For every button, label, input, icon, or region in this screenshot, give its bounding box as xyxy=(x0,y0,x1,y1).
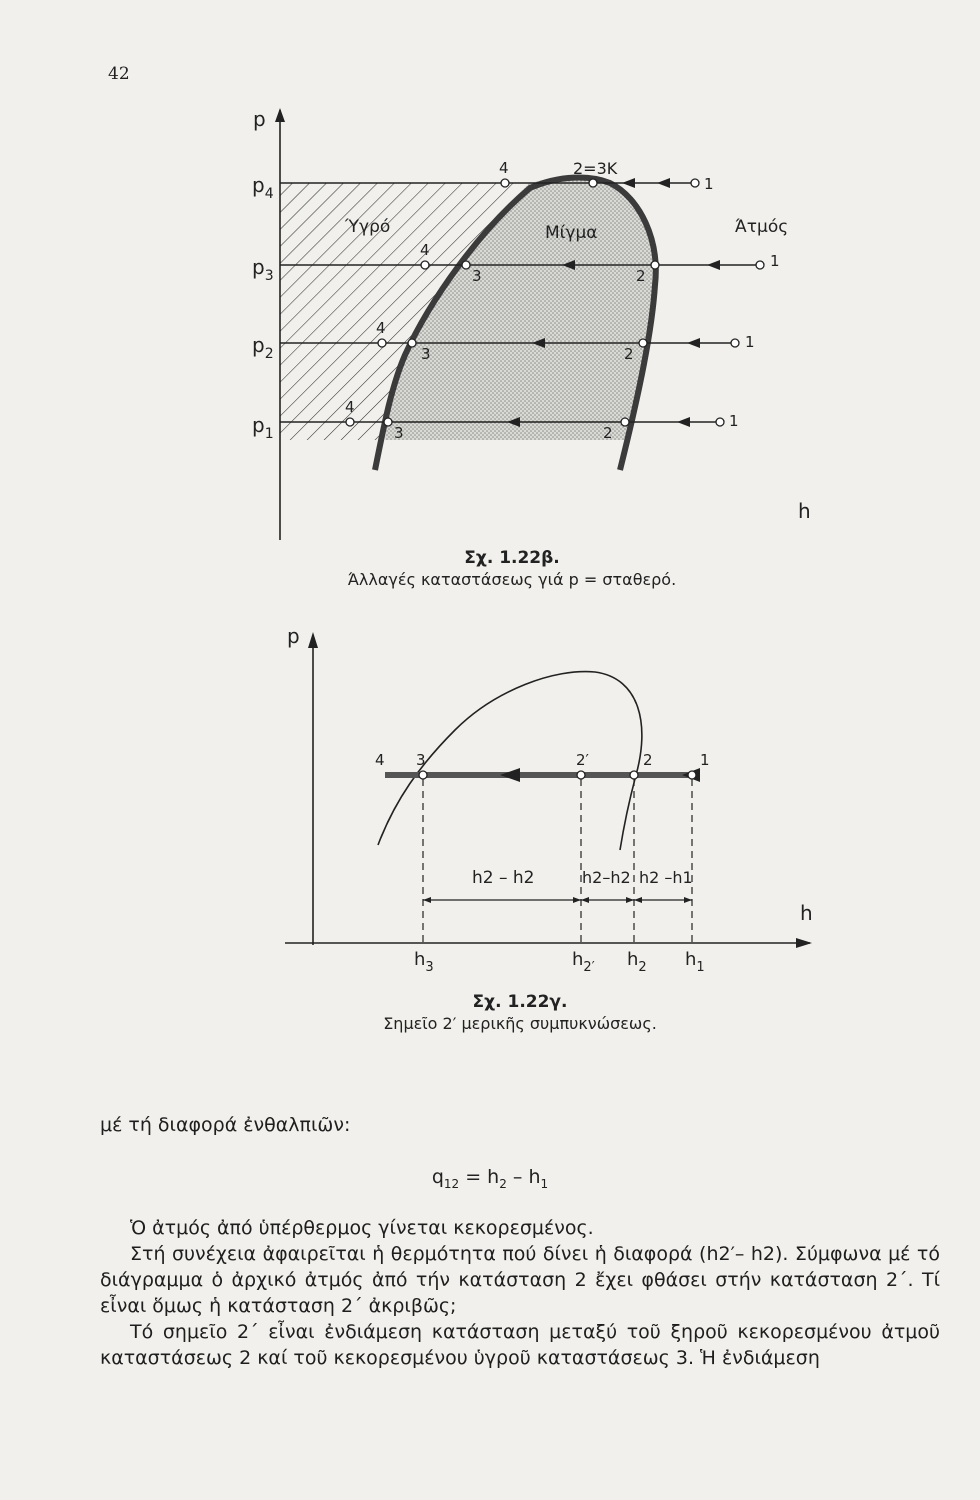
p1-point-1: 1 xyxy=(729,412,739,430)
label-p2: $p_2$ xyxy=(252,333,274,362)
p2-point-2: 2 xyxy=(624,345,634,363)
paragraph-1: Ὁ ἀτμός ἀπό ὑπέρθερμος γίνεται κεκορεσμένος. xyxy=(130,1217,594,1239)
tick-h2: $h_2$ xyxy=(627,949,647,975)
axis-label-p-g: p xyxy=(287,624,300,648)
formula-q12 xyxy=(0,1166,980,1191)
p3-point-1: 1 xyxy=(770,252,780,270)
p3-point-2: 2 xyxy=(636,267,646,285)
figure-1-22b xyxy=(0,0,980,580)
intro-text xyxy=(100,1112,940,1138)
label-p3: $p_3$ xyxy=(252,255,274,284)
label-liquid: Ύγρό xyxy=(345,217,391,237)
p2-point-3: 3 xyxy=(421,345,431,363)
paragraph-2: Στή συνέχεια ἀφαιρεῖται ἡ θερμότητα πού δίνει ἡ διαφορά (h2′– h2). Σύμφωνα μέ τό διάγραμμα ὁ ἀρχικό ἀτμός ἀπό τήν κατάσταση 2 ἔχει φθάσει στήν κατάσταση 2΄. Τί εἶναι ὅμως ἡ κατάσταση 2΄ ἀκριβῶς; xyxy=(100,1243,940,1317)
page-number: 42 xyxy=(108,64,130,84)
formula-minus: – h xyxy=(506,1166,541,1188)
diff-h2-h1: h2 –h1 xyxy=(639,868,693,887)
formula-eq: = h xyxy=(459,1166,500,1188)
caption-figure-1-22g xyxy=(320,992,720,1033)
intro-line: μέ τή διαφορά ἐνθαλπιῶν: xyxy=(100,1114,351,1136)
figure-1-22g xyxy=(0,620,980,1005)
formula-q-sub: 12 xyxy=(443,1176,460,1191)
diff-h2p-h3: h2 – h2 xyxy=(472,868,535,888)
label-critical-point: 2=3Κ xyxy=(573,159,618,178)
tick-h3: $h_3$ xyxy=(414,949,434,975)
tick-h2p: $h_{2'}$ xyxy=(572,949,595,975)
axis-label-h: h xyxy=(798,499,811,523)
caption-figure-1-22b xyxy=(312,548,712,589)
label-mixture: Μίγμα xyxy=(545,223,598,243)
p3-point-4: 4 xyxy=(420,241,430,259)
p1-point-4: 4 xyxy=(345,398,355,416)
axis-label-p: p xyxy=(253,107,266,131)
caption-text: Άλλαγές καταστάσεως γιά p = σταθερό. xyxy=(347,570,677,589)
caption-text-g: Σημεῖο 2′ μερικῆς συμπυκνώσεως. xyxy=(383,1014,657,1033)
label-vapor: Άτμός xyxy=(735,217,789,237)
label-p4: $p_4$ xyxy=(252,173,274,202)
p3-point-3: 3 xyxy=(472,267,482,285)
body-paragraphs xyxy=(100,1215,940,1371)
point-2p-g: 2′ xyxy=(576,751,589,769)
point-1-g: 1 xyxy=(700,751,710,769)
label-p1: $p_1$ xyxy=(252,413,274,442)
formula-q: q xyxy=(431,1166,444,1188)
p4-point-4: 4 xyxy=(499,159,509,177)
caption-number: Σχ. 1.22β. xyxy=(464,548,560,568)
formula-h2-sub: 2 xyxy=(499,1176,507,1191)
p1-point-3: 3 xyxy=(394,424,404,442)
p4-point-1: 1 xyxy=(704,175,714,193)
tick-h1: $h_1$ xyxy=(685,949,705,975)
point-3-g: 3 xyxy=(416,751,426,769)
point-2-g: 2 xyxy=(643,751,653,769)
p1-point-2: 2 xyxy=(603,424,613,442)
diff-h2-h2p: h2–h2 xyxy=(582,868,631,887)
caption-number-g: Σχ. 1.22γ. xyxy=(472,992,568,1012)
axis-label-h-g: h xyxy=(800,901,813,925)
formula-h1-sub: 1 xyxy=(540,1176,549,1191)
point-4-g: 4 xyxy=(375,751,385,769)
paragraph-3: Τό σημεῖο 2΄ εἶναι ἐνδιάμεση κατάσταση μεταξύ τοῦ ξηροῦ κεκορεσμένου ἀτμοῦ καταστάσεως 2 καί τοῦ κεκορεσμένου ὑγροῦ καταστάσεως 3. Ἡ ἐνδιάμεση xyxy=(100,1321,940,1369)
p2-point-1: 1 xyxy=(745,333,755,351)
p2-point-4: 4 xyxy=(376,319,386,337)
